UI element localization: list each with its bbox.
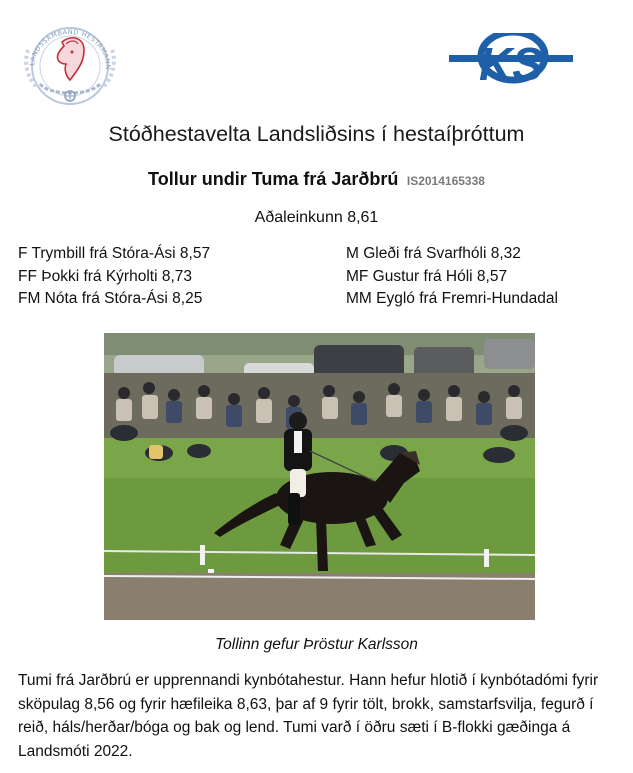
pedigree-line: FM Nóta frá Stóra-Ási 8,25 (18, 290, 203, 307)
horse-photo (104, 333, 535, 620)
registration-number: IS2014165338 (406, 174, 485, 188)
page-title: Stóðhestavelta Landsliðsins í hestaíþróttum (108, 122, 525, 146)
pedigree-dam-side (346, 243, 558, 311)
ks-logo (449, 28, 573, 88)
horse-name: Tollur undir Tuma frá Jarðbrú (148, 169, 399, 189)
horse-heading (0, 169, 633, 190)
pedigree-line: F Trymbill frá Stóra-Ási 8,57 (18, 245, 211, 262)
photo-caption: Tollinn gefur Þröstur Karlsson (215, 636, 418, 653)
ks-logo-icon (449, 28, 573, 88)
horse-rider-photo-icon (104, 333, 535, 620)
pedigree-line: MF Gustur frá Hóli 8,57 (346, 267, 508, 285)
seal-ring-text: LANDSSAMBAND HESTAMANN (28, 27, 113, 70)
pedigree-sire-side (18, 243, 210, 311)
pedigree-line: MM Eygló frá Fremri-Hundadal (346, 290, 558, 307)
pedigree-line: M Gleði frá Svarfhóli 8,32 (346, 245, 521, 262)
landssamband-logo (14, 20, 126, 106)
landssamband-seal-icon (14, 20, 126, 106)
pedigree-line: FF Þokki frá Kýrholti 8,73 (18, 267, 193, 285)
main-score: Aðaleinkunn 8,61 (254, 209, 379, 226)
horse-description: Tumi frá Jarðbrú er upprennandi kynbótahestur. Hann hefur hlotið í kynbótadómi fyrir sköpulag 8,56 og fyrir hæfileika 8,63, þar af 9 fyrir tölt, brokk, samstarfsvilja, fegurð í reið, háls/herðar/bóga og bak og lend. Tumi varð í öðru sæti í B-flokki gæðinga á Landsmóti 2022. (18, 672, 599, 760)
ks-logo-letters: KS (479, 38, 543, 88)
